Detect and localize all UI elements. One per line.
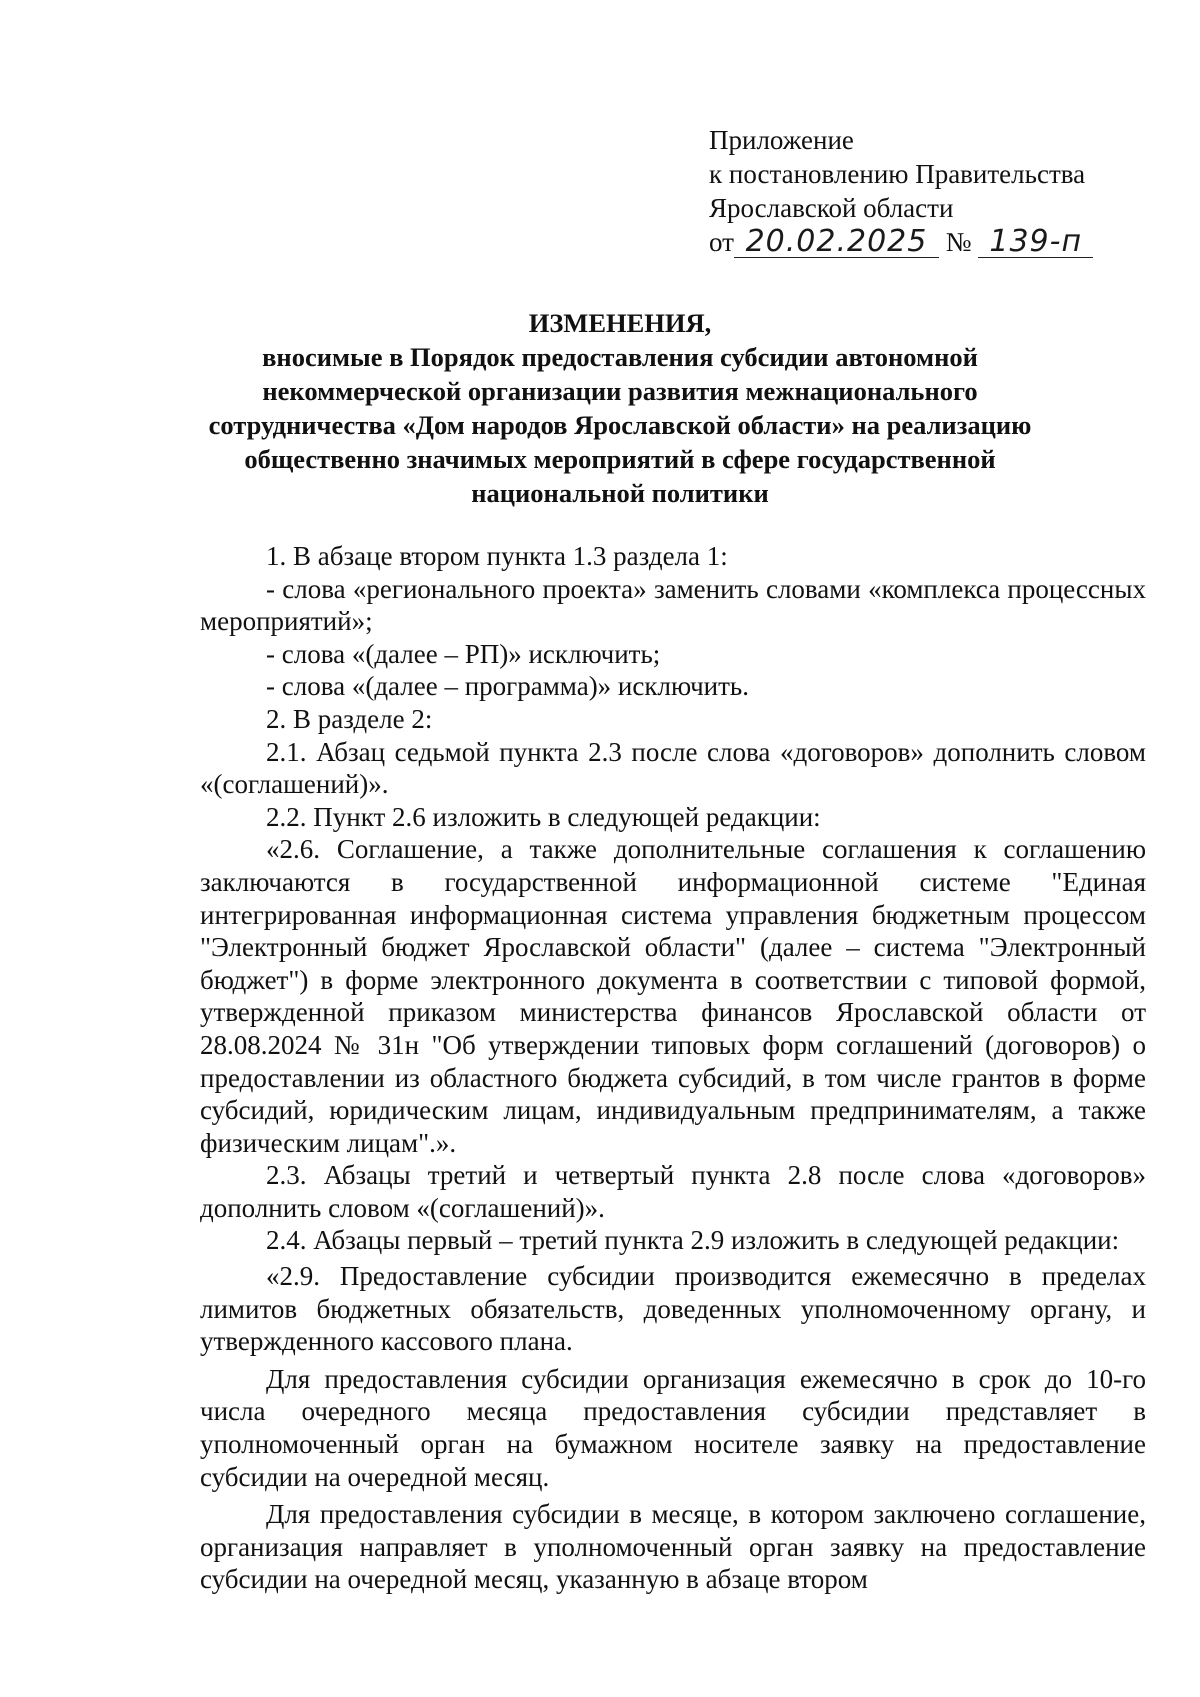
appendix-line-region: Ярославской области xyxy=(709,193,954,223)
paragraph: - слова «(далее – программа)» исключить. xyxy=(266,671,749,702)
paragraph: 1. В абзаце втором пункта 1.3 раздела 1: xyxy=(266,541,728,571)
from-label: от xyxy=(709,227,734,257)
handwritten-date: 20.02.2025 xyxy=(734,227,939,258)
appendix-date-number-line xyxy=(709,225,1093,259)
appendix-line-resolution: к постановлению Правительства xyxy=(709,159,1086,189)
title-subline: общественно значимых мероприятий в сфере государственной xyxy=(244,444,996,474)
appendix-title: Приложение xyxy=(709,125,854,155)
appendix-block xyxy=(709,123,1093,259)
paragraph: - слова «регионального проекта» заменить словами «комплекса процессных мероприятий»; xyxy=(200,573,1146,637)
paragraph: «2.9. Предоставление субсидии производится ежемесячно в пределах лимитов бюджетных обязательств, доведенных уполномоченному органу, и утвержденного кассового плана. xyxy=(200,1261,1146,1357)
number-label: № xyxy=(945,227,972,257)
paragraph: Для предоставления субсидии организация ежемесячно в срок до 10-го числа очередного месяца предоставления субсидии представляет в уполномоченный орган на бумажном носителе заявку на предоставление субсидии на очередной месяц. xyxy=(200,1363,1146,1492)
title-subline: национальной политики xyxy=(471,478,769,508)
title-subline: сотрудничества «Дом народов Ярославской области» на реализацию xyxy=(208,410,1032,440)
paragraph: 2.4. Абзацы первый – третий пункта 2.9 изложить в следующей редакции: xyxy=(266,1225,1120,1256)
paragraph: 2.2. Пункт 2.6 изложить в следующей редакции: xyxy=(266,801,821,832)
document-title xyxy=(190,306,1050,510)
document-body xyxy=(200,540,1146,1596)
paragraph: - слова «(далее – РП)» исключить; xyxy=(266,638,661,669)
paragraph: 2.1. Абзац седьмой пункта 2.3 после слова «договоров» дополнить словом «(соглашений)». xyxy=(200,736,1146,800)
paragraph: Для предоставления субсидии в месяце, в котором заключено соглашение, организация направляет в уполномоченный орган заявку на предоставление субсидии на очередной месяц, указанную в абзаце втором xyxy=(200,1499,1146,1595)
title-subline: вносимые в Порядок предоставления субсидии автономной xyxy=(262,342,978,372)
paragraph: «2.6. Соглашение, а также дополнительные соглашения к соглашению заключаются в государственной информационной системе "Единая интегрированная информационная система управления бюджетным процессом "Электронный бюджет Ярославской области" (далее – система "Электронный бюджет") в форме электронного документа в соответствии с типовой формой, утвержденной приказом министерства финансов Ярославской области от 28.08.2024 № 31н "Об утверждении типовых форм соглашений (договоров) о предоставлении из областного бюджета субсидий, в том числе грантов в форме субсидий, юридическим лицам, индивидуальным предпринимателям, а также физическим лицам".». xyxy=(200,834,1146,1158)
handwritten-number: 139-п xyxy=(978,227,1093,258)
title-heading: ИЗМЕНЕНИЯ, xyxy=(528,308,712,338)
paragraph: 2.3. Абзацы третий и четвертый пункта 2.8 после слова «договоров» дополнить словом «(соглашений)». xyxy=(200,1160,1146,1223)
title-subline: некоммерческой организации развития межнационального xyxy=(262,376,978,406)
paragraph: 2. В разделе 2: xyxy=(266,703,433,734)
